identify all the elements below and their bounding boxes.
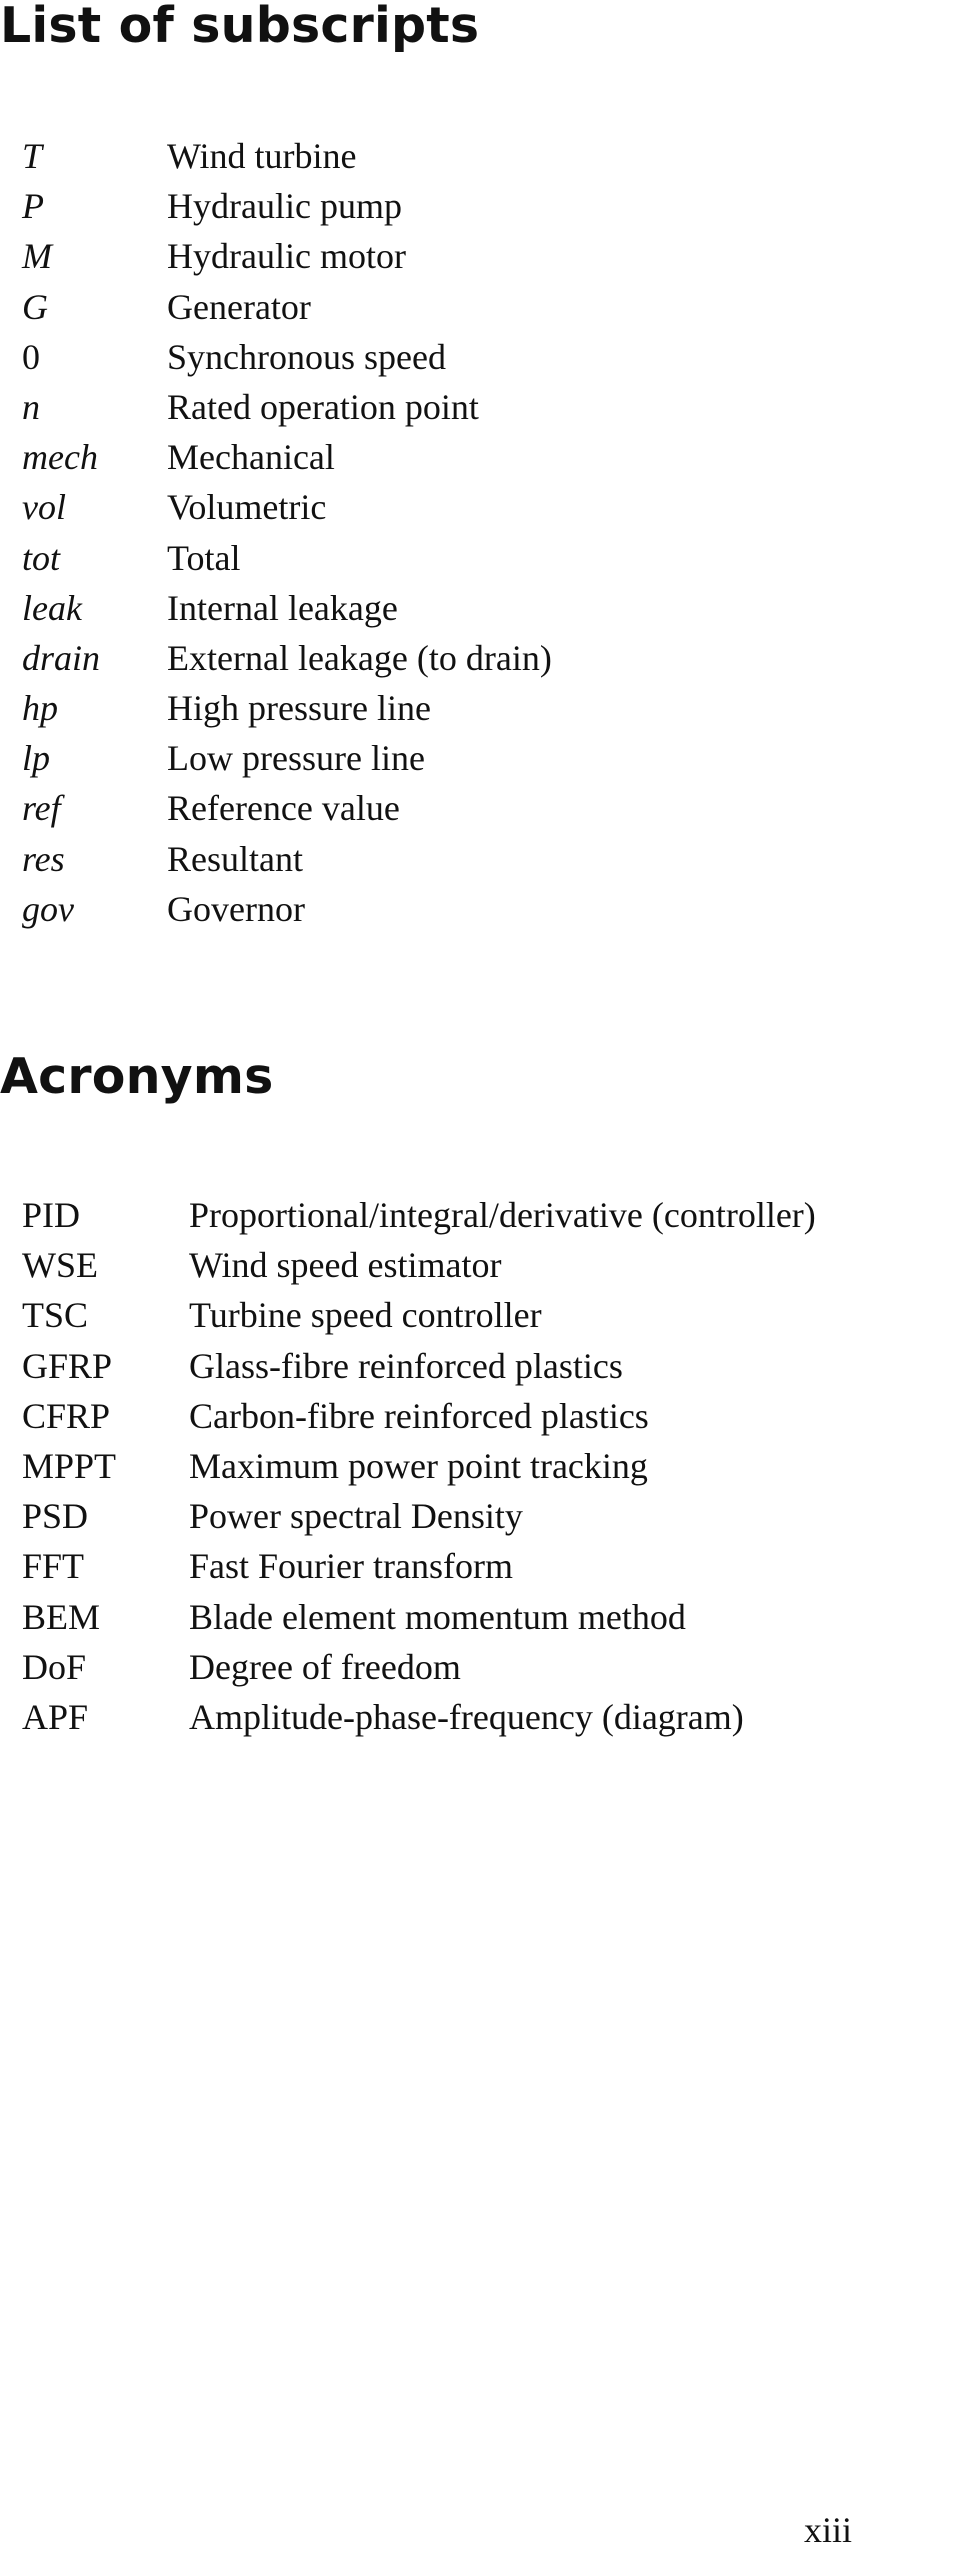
subscript-description: Mechanical — [167, 437, 335, 478]
acronym-description: Fast Fourier transform — [189, 1546, 513, 1587]
subscript-symbol: G — [22, 286, 48, 327]
acronym-abbreviation: PID — [22, 1195, 81, 1235]
subscript-description: Reference value — [167, 788, 400, 829]
subscript-description: High pressure line — [167, 688, 431, 729]
subscript-description: Governor — [167, 888, 305, 929]
subscript-description: Hydraulic pump — [167, 186, 402, 227]
subscript-description: Synchronous speed — [167, 336, 446, 377]
acronym-abbreviation: DoF — [22, 1646, 87, 1687]
subscript-symbol: hp — [22, 688, 58, 729]
acronym-abbreviation: BEM — [22, 1596, 101, 1637]
page-number: xiii — [803, 2510, 852, 2550]
subscript-symbol: 0 — [22, 336, 40, 377]
acronyms-heading: Acronyms — [0, 1048, 274, 1105]
acronym-description: Glass-fibre reinforced plastics — [189, 1345, 623, 1386]
acronym-abbreviation: APF — [22, 1696, 89, 1737]
acronym-abbreviation: CFRP — [22, 1395, 111, 1436]
subscript-symbol: drain — [22, 637, 101, 678]
acronym-description: Carbon-fibre reinforced plastics — [189, 1395, 649, 1436]
subscript-description: Generator — [167, 286, 311, 327]
subscript-description: Internal leakage — [167, 587, 398, 628]
acronym-description: Degree of freedom — [189, 1646, 461, 1687]
acronym-abbreviation: GFRP — [22, 1345, 113, 1386]
acronym-description: Amplitude-phase-frequency (diagram) — [189, 1696, 744, 1737]
subscript-symbol: T — [22, 136, 43, 176]
subscript-symbol: gov — [22, 888, 74, 929]
subscript-symbol: tot — [22, 537, 61, 578]
subscript-description: Low pressure line — [167, 738, 425, 779]
subscript-symbol: vol — [22, 487, 66, 528]
subscript-symbol: leak — [22, 587, 82, 628]
acronym-description: Proportional/integral/derivative (controller) — [189, 1195, 816, 1235]
subscript-symbol: ref — [22, 788, 61, 829]
subscript-description: Hydraulic motor — [167, 236, 406, 277]
acronym-abbreviation: FFT — [22, 1546, 85, 1587]
acronym-description: Turbine speed controller — [189, 1295, 542, 1336]
acronym-description: Wind speed estimator — [189, 1245, 502, 1286]
subscript-symbol: res — [22, 838, 65, 879]
acronym-abbreviation: WSE — [22, 1245, 98, 1286]
acronym-description: Maximum power point tracking — [189, 1445, 648, 1486]
subscript-symbol: M — [22, 236, 52, 277]
acronym-abbreviation: MPPT — [22, 1445, 117, 1486]
subscript-description: External leakage (to drain) — [167, 637, 552, 678]
acronym-description: Blade element momentum method — [189, 1596, 686, 1637]
subscripts-heading: List of subscripts — [0, 0, 480, 54]
subscript-description: Total — [167, 537, 241, 578]
subscript-description: Volumetric — [167, 487, 327, 528]
acronym-description: Power spectral Density — [189, 1496, 523, 1537]
subscript-symbol: lp — [22, 738, 51, 779]
subscript-description: Wind turbine — [167, 136, 357, 176]
acronym-abbreviation: TSC — [22, 1295, 89, 1336]
subscript-description: Rated operation point — [167, 386, 479, 427]
subscript-description: Resultant — [167, 838, 303, 879]
subscript-symbol: P — [22, 186, 44, 227]
subscript-symbol: n — [22, 386, 40, 427]
subscript-symbol: mech — [22, 437, 98, 478]
acronym-abbreviation: PSD — [22, 1496, 89, 1537]
